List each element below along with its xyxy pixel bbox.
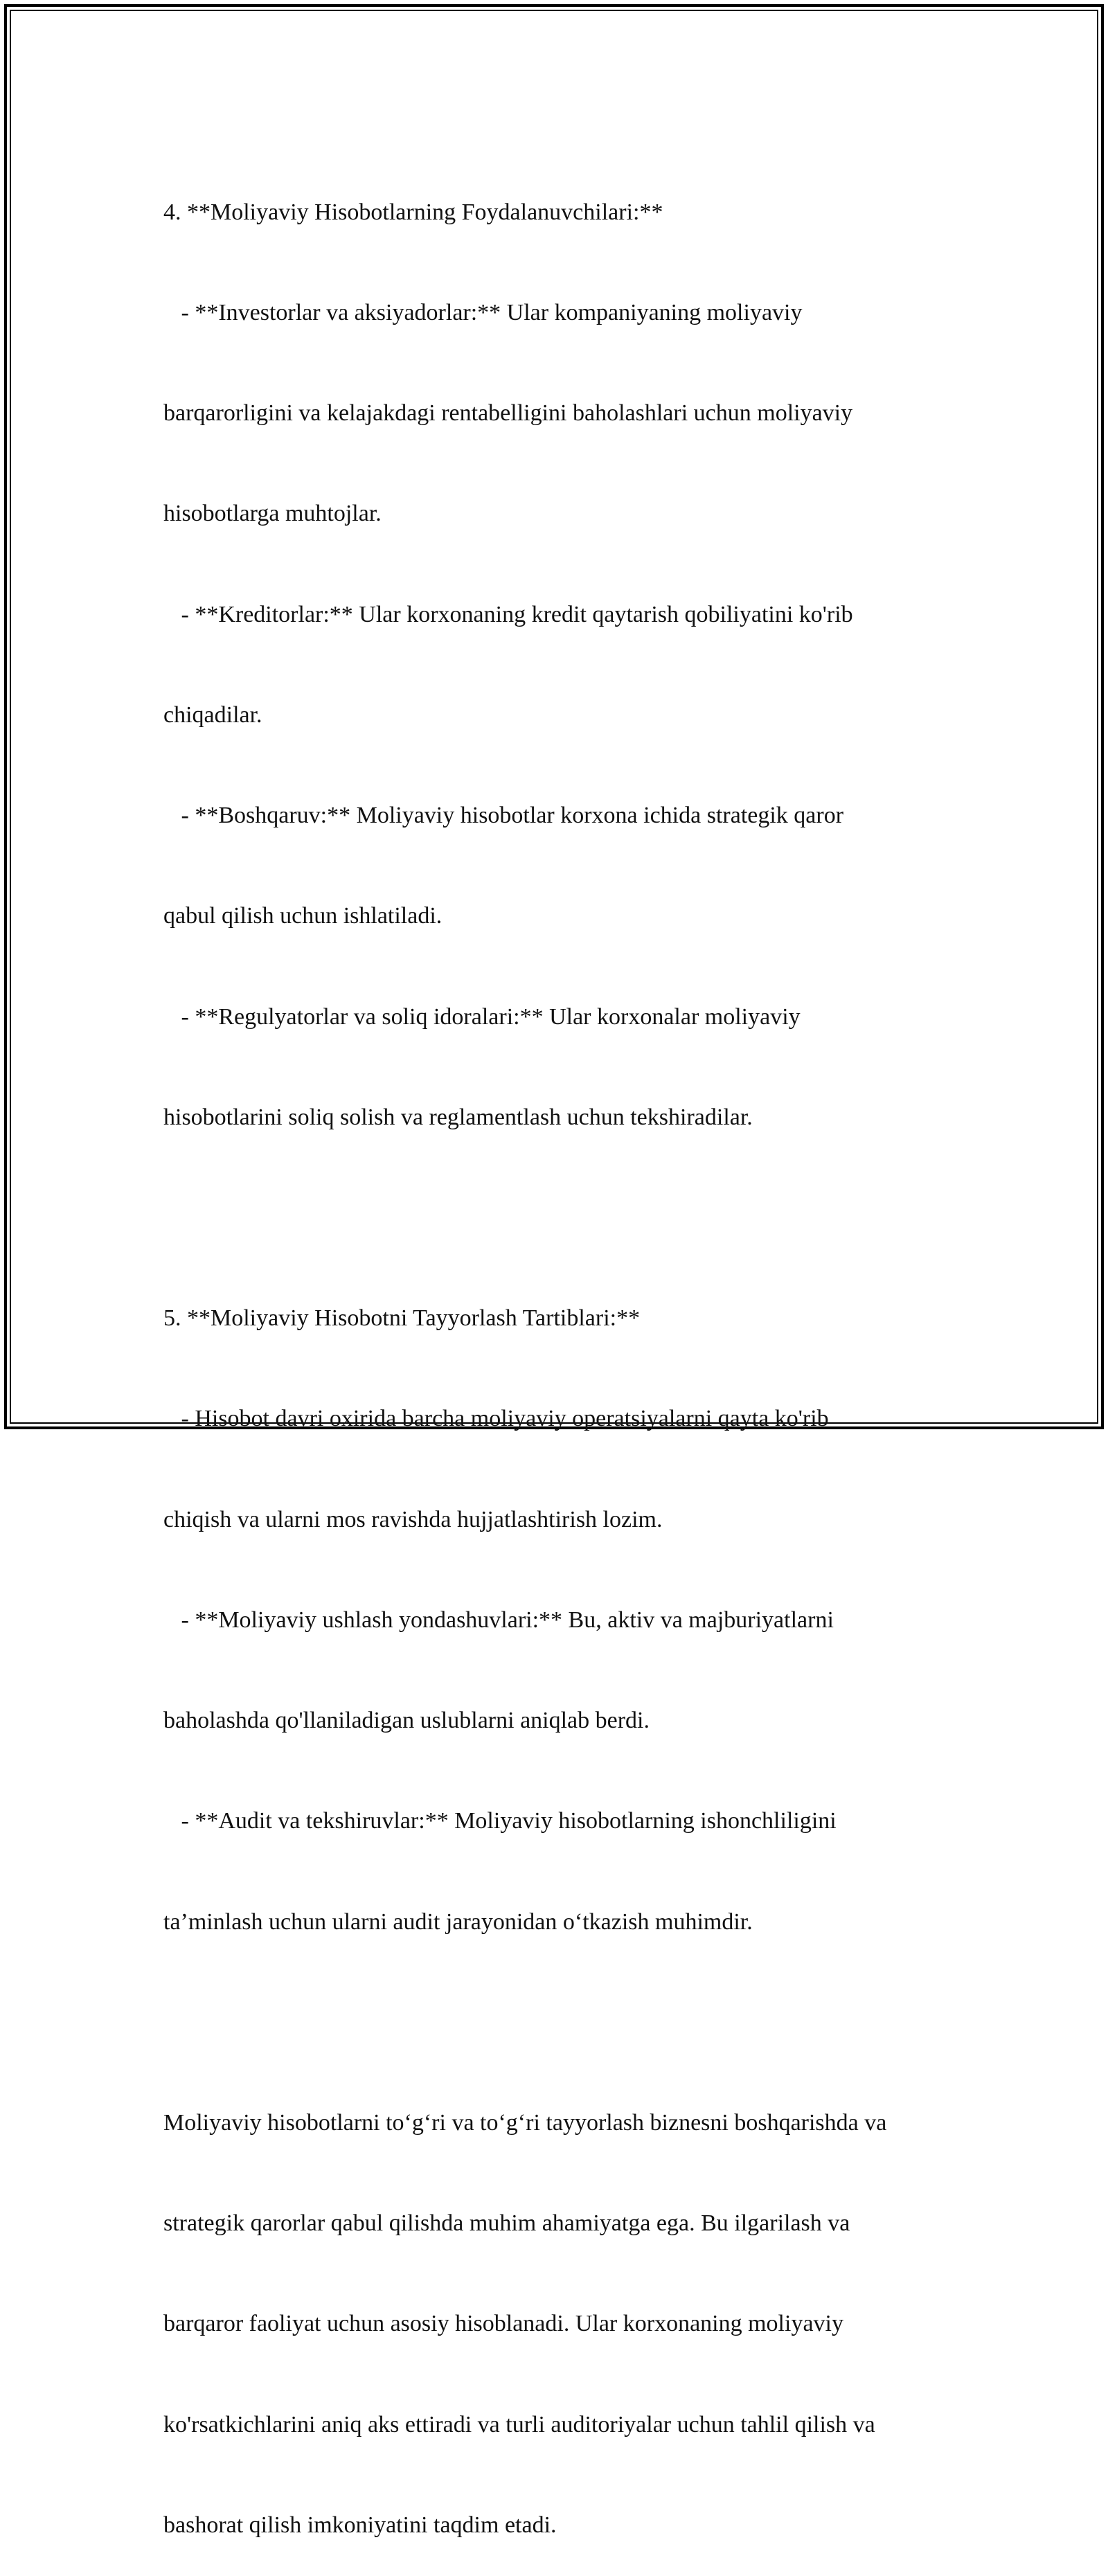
document-body [163,129,960,2576]
conclusion-line: barqaror faoliyat uchun asosiy hisoblanadi. Ular korxonaning moliyaviy [163,2311,843,2337]
section-4-item-creditors: - **Kreditorlar:** Ular korxonaning kredit qaytarish qobiliyatini ko'rib [163,601,853,627]
section-4-heading: 4. **Moliyaviy Hisobotlarning Foydalanuvchilari:** [163,199,663,225]
section-5-item-audit-cont: ta’minlash uchun ularni audit jarayonidan o‘tkazish muhimdir. [163,1908,753,1935]
conclusion-line: strategik qarorlar qabul qilishda muhim ahamiyatga ega. Bu ilgarilash va [163,2210,850,2237]
section-5-item-audit: - **Audit va tekshiruvlar:** Moliyaviy hisobotlarning ishonchliligini [163,1808,837,1834]
section-4-item-management: - **Boshqaruv:** Moliyaviy hisobotlar korxona ichida strategik qaror [163,803,844,829]
section-5-item-review-cont: chiqish va ularni mos ravishda hujjatlashtirish lozim. [163,1506,663,1532]
section-4-item-creditors-cont: chiqadilar. [163,701,262,728]
section-4-item-investors-cont: barqarorligini va kelajakdagi rentabelligini baholashlari uchun moliyaviy [163,400,853,427]
section-4-item-management-cont: qabul qilish uchun ishlatiladi. [163,903,443,929]
section-4-item-investors: - **Investorlar va aksiyadorlar:** Ular kompaniyaning moliyaviy [163,300,803,326]
section-4-item-regulators-cont: hisobotlarini soliq solish va reglamentlash uchun tekshiradilar. [163,1104,753,1130]
paragraph-gap [163,2006,960,2039]
conclusion-line: ko'rsatkichlarini aniq aks ettiradi va turli auditoriyalar uchun tahlil qilish va [163,2411,875,2438]
paragraph-gap [163,1201,960,1235]
section-5-item-review: - Hisobot davri oxirida barcha moliyaviy operatsiyalarni qayta ko'rib [163,1406,829,1432]
conclusion-line: Moliyaviy hisobotlarni to‘g‘ri va to‘g‘ri tayyorlash biznesni boshqarishda va [163,2109,887,2136]
conclusion-line: bashorat qilish imkoniyatini taqdim etadi. [163,2512,557,2538]
section-5-item-approaches-cont: baholashda qo'llaniladigan uslublarni aniqlab berdi. [163,1708,650,1734]
section-5-item-approaches: - **Moliyaviy ushlash yondashuvlari:** Bu, aktiv va majburiyatlarni [163,1607,834,1633]
section-5-heading: 5. **Moliyaviy Hisobotni Tayyorlash Tartiblari:** [163,1305,641,1332]
section-4-item-regulators: - **Regulyatorlar va soliq idoralari:** Ular korxonalar moliyaviy [163,1003,801,1030]
section-4-item-investors-cont: hisobotlarga muhtojlar. [163,501,382,527]
